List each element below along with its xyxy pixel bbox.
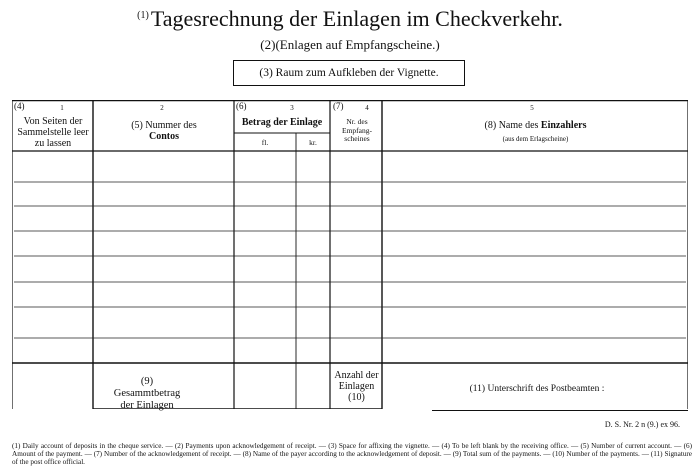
col1-marker: (4) bbox=[14, 101, 25, 111]
col5-number: 5 bbox=[530, 104, 534, 112]
col2-header bbox=[94, 120, 234, 142]
title-text: Tagesrechnung der Einlagen im Checkverkehr. bbox=[150, 6, 563, 31]
form-code: D. S. Nr. 2 n (9.) ex 96. bbox=[604, 420, 680, 429]
col5-header-pre: (8) Name des bbox=[484, 120, 539, 131]
col4-header: Nr. des Empfang-scheines bbox=[342, 117, 372, 143]
col5-subheader: (aus dem Erlagscheine) bbox=[502, 135, 569, 143]
col3-sub-kr: kr. bbox=[309, 138, 317, 147]
col4-marker: (7) bbox=[333, 101, 344, 111]
col4-number: 4 bbox=[365, 104, 369, 112]
col5-header bbox=[383, 120, 688, 131]
col3-marker: (6) bbox=[236, 101, 247, 111]
title-marker: (1) bbox=[137, 10, 149, 21]
form-subtitle: (2)(Enlagen auf Empfangscheine.) bbox=[260, 37, 440, 52]
col5-header-bold: Einzahlers bbox=[540, 120, 587, 131]
signature-line bbox=[432, 410, 688, 411]
form-title bbox=[0, 6, 700, 32]
signature-label: (11) Unterschrift des Postbeamten : bbox=[469, 384, 605, 394]
total-sum-label: (9) Gesammtbetrag der Einlagen bbox=[113, 376, 181, 411]
col3-number: 3 bbox=[290, 104, 294, 112]
col3-header: Betrag der Einlage bbox=[241, 117, 323, 128]
col1-number: 1 bbox=[60, 104, 64, 112]
col2-number: 2 bbox=[160, 104, 164, 112]
ledger-grid bbox=[12, 100, 688, 409]
footnote: (1) Daily account of deposits in the cheque service. — (2) Payments upon acknowledgement of receipt. — (3) Space for affixing the vignette. — (4) To be left blank by the receiving office. — (5) Number of current account. — (6) Amount of the payment. — (7) Number of the acknowledgement of receipt. — (8) Name of the payer according to the acknowledgement of deposit. — (9) Total sum of the payments. — (10) Number of the payments. — (11) Signature of the post office official. bbox=[12, 442, 692, 467]
vignette-box: (3) Raum zum Aufkleben der Vignette. bbox=[233, 60, 465, 86]
col2-header-pre: (5) Nummer des bbox=[131, 120, 197, 131]
ledger-table bbox=[12, 100, 688, 409]
payment-count-label: Anzahl der Einlagen (10) bbox=[334, 370, 379, 403]
col2-header-bold: Contos bbox=[148, 131, 179, 142]
col3-sub-fl: fl. bbox=[261, 138, 269, 147]
col1-header: Von Seiten der Sammelstelle leer zu lassen bbox=[17, 116, 89, 149]
